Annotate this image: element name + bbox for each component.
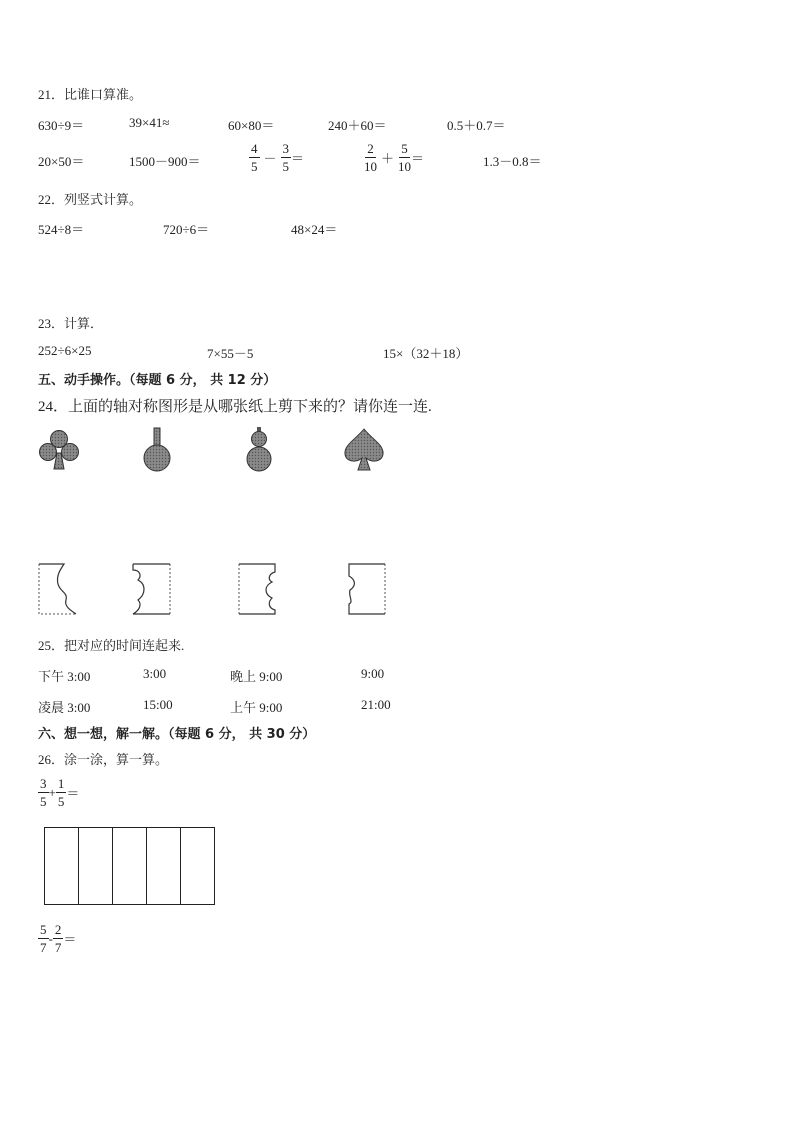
q25-time-7: 上午 9:00	[230, 700, 283, 715]
q23-item-3: 15×（32＋18）	[383, 346, 469, 361]
vase-icon	[140, 427, 174, 473]
equals-sign: ＝	[63, 932, 77, 947]
gourd-icon	[242, 427, 276, 473]
equals-sign: ＝	[291, 151, 305, 166]
numerator: 2	[367, 141, 374, 156]
q25-time-5: 凌晨 3:00	[38, 700, 91, 715]
q25-time-4: 9:00	[361, 666, 385, 681]
q25-time-6: 15:00	[143, 697, 173, 712]
numerator: 2	[54, 922, 62, 937]
spade-icon	[342, 427, 386, 473]
q21-item-4: 240＋60＝	[328, 118, 387, 133]
operator: ＋	[381, 151, 395, 166]
q21-item-7: 1500－900＝	[129, 154, 201, 169]
denominator: 5	[251, 159, 258, 174]
section-5-heading: 五、动手操作。（每题 6 分， 共 12 分）	[38, 373, 277, 388]
q21-item-2: 39×41≈	[129, 115, 170, 130]
q21-item-8: 1.3－0.8＝	[483, 154, 542, 169]
q22-item-1: 524÷8＝	[38, 222, 85, 237]
denominator: 10	[398, 159, 412, 174]
q24-title: 24．上面的轴对称图形是从哪张纸上剪下来的？请你连一连.	[38, 399, 432, 415]
numerator: 4	[251, 141, 258, 156]
q25-time-1: 下午 3:00	[38, 669, 91, 684]
cut-paper-2-icon	[130, 562, 174, 616]
equals-sign: ＝	[411, 151, 425, 166]
q25-time-8: 21:00	[361, 697, 391, 712]
cut-paper-4-icon	[344, 562, 388, 616]
q22-title: 22．列竖式计算。	[38, 192, 143, 207]
operator: +	[48, 784, 56, 800]
q21-item-1: 630÷9＝	[38, 118, 85, 133]
numerator: 5	[401, 141, 408, 156]
q22-item-3: 48×24＝	[291, 222, 338, 237]
cut-paper-1-icon	[36, 562, 78, 616]
operator: -	[48, 930, 53, 946]
q21-item-5: 0.5＋0.7＝	[447, 118, 506, 133]
q23-item-2: 7×55－5	[207, 346, 254, 361]
grid-cell[interactable]	[147, 828, 181, 904]
q25-time-3: 晚上 9:00	[230, 669, 283, 684]
denominator: 7	[54, 940, 62, 955]
q25-time-2: 3:00	[143, 666, 167, 681]
numerator: 3	[282, 141, 290, 156]
denominator: 5	[40, 794, 47, 809]
q21-item-6: 20×50＝	[38, 154, 85, 169]
numerator: 1	[57, 776, 65, 791]
operator: －	[263, 151, 277, 166]
denominator: 5	[282, 159, 290, 174]
q23-item-1: 252÷6×25	[38, 343, 92, 358]
denominator: 10	[364, 159, 377, 174]
grid-cell[interactable]	[181, 828, 214, 904]
q21-fraction-expr-1	[249, 140, 304, 175]
q21-item-3: 60×80＝	[228, 118, 275, 133]
q21-title: 21．比谁口算准。	[38, 87, 143, 102]
q26-title: 26．涂一涂，算一算。	[38, 752, 169, 767]
fraction-coloring-grid	[44, 827, 215, 905]
grid-cell[interactable]	[113, 828, 147, 904]
q25-title: 25．把对应的时间连起来.	[38, 638, 185, 653]
numerator: 3	[40, 776, 47, 791]
cut-paper-3-icon	[236, 562, 278, 616]
q23-title: 23．计算．	[38, 316, 104, 331]
equals-sign: ＝	[66, 786, 80, 801]
q22-item-2: 720÷6＝	[163, 222, 210, 237]
denominator: 5	[57, 794, 65, 809]
club-icon	[36, 427, 82, 473]
grid-cell[interactable]	[45, 828, 79, 904]
q21-fraction-expr-2	[364, 140, 424, 175]
denominator: 7	[40, 940, 47, 955]
q26-fraction-expr-1	[38, 775, 79, 810]
numerator: 5	[40, 922, 47, 937]
section-6-heading: 六、想一想，解一解。（每题 6 分， 共 30 分）	[38, 727, 316, 742]
q26-fraction-expr-2	[38, 921, 76, 956]
grid-cell[interactable]	[79, 828, 113, 904]
